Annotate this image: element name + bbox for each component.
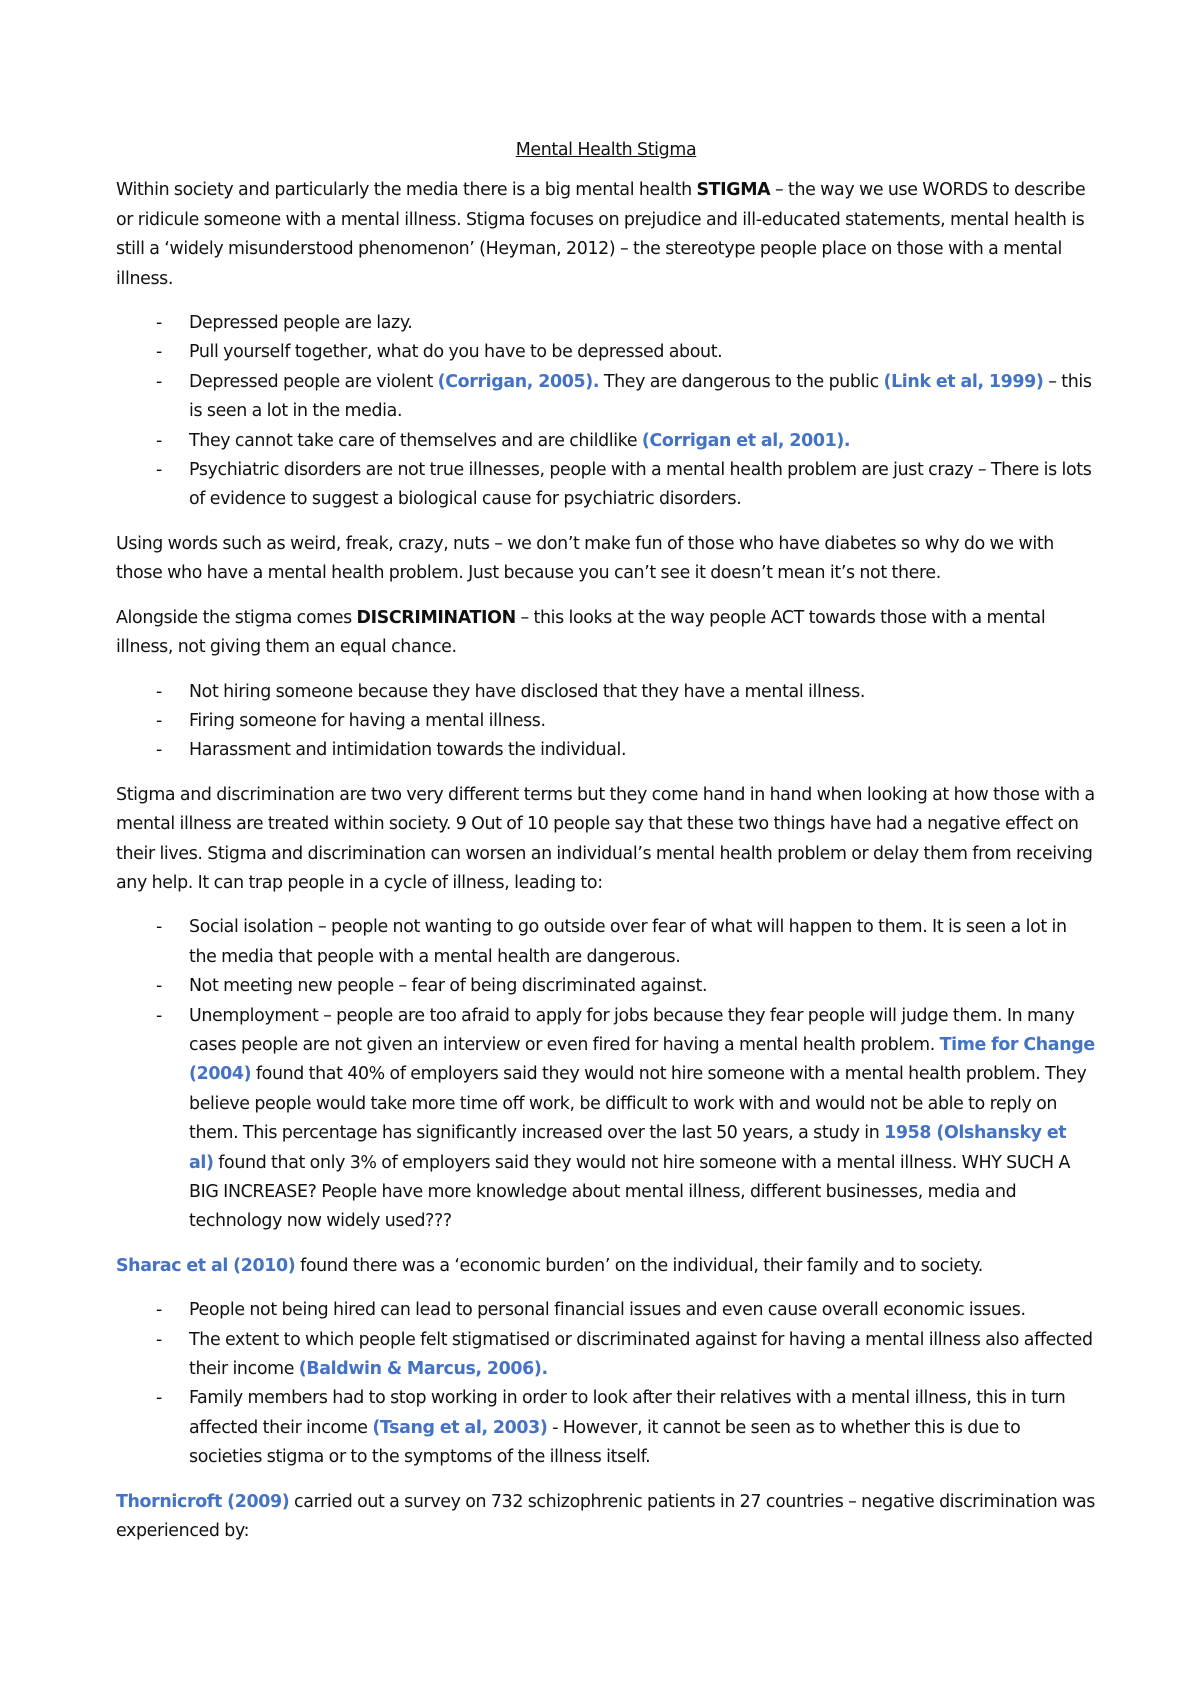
list-item: - Pull yourself together, what do you have to be depressed about. bbox=[116, 338, 1096, 367]
list-item: - Firing someone for having a mental illness. bbox=[116, 707, 1096, 736]
thornicroft-paragraph: Thornicroft (2009) carried out a survey on 732 schizophrenic patients in 27 countries – negative discrimination was experienced by: bbox=[116, 1491, 1095, 1542]
bullet-dash: - bbox=[156, 460, 162, 481]
document-page bbox=[116, 136, 1096, 1561]
bullet-dash: - bbox=[156, 710, 162, 731]
stigma-keyword: STIGMA bbox=[696, 180, 771, 201]
bullet-dash: - bbox=[156, 976, 162, 997]
list-item: - Social isolation – people not wanting to go outside over fear of what will happen to them. It is seen a lot in the media that people with a mental health are dangerous. bbox=[116, 913, 1096, 972]
citation: (Corrigan et al, 2001). bbox=[641, 430, 851, 451]
bullet-dash: - bbox=[156, 1300, 162, 1321]
bullet-dash: - bbox=[156, 740, 162, 761]
bullet-dash: - bbox=[156, 1005, 162, 1026]
words-paragraph: Using words such as weird, freak, crazy, nuts – we don’t make fun of those who have diabetes so why do we with those who have a mental health problem. Just because you can’t see it doesn’t mean it’s not there. bbox=[116, 533, 1054, 584]
citation: (Tsang et al, 2003) bbox=[372, 1417, 548, 1438]
bullet-dash: - bbox=[156, 1329, 162, 1350]
citation: Sharac et al (2010) bbox=[116, 1255, 296, 1276]
citation: (Corrigan, 2005). bbox=[437, 371, 600, 392]
list-item: - Family members had to stop working in order to look after their relatives with a mental illness, this in turn affected their income (Tsang et al, 2003) - However, it cannot be seen as to whether this is due to societies stigma or to the symptoms of the illness itself. bbox=[116, 1384, 1096, 1472]
sharac-paragraph: Sharac et al (2010) found there was a ‘economic burden’ on the individual, their family and to society. bbox=[116, 1255, 983, 1276]
list-item: - People not being hired can lead to personal financial issues and even cause overall economic issues. bbox=[116, 1296, 1096, 1325]
bullet-dash: - bbox=[156, 681, 162, 702]
stereotype-list bbox=[116, 309, 1096, 515]
citation: (Link et al, 1999) bbox=[883, 371, 1044, 392]
bullet-dash: - bbox=[156, 917, 162, 938]
discrimination-paragraph: Alongside the stigma comes DISCRIMINATION – this looks at the way people ACT towards those with a mental illness, not giving them an equal chance. bbox=[116, 607, 1046, 658]
page-title: Mental Health Stigma bbox=[515, 140, 697, 160]
citation: 1958 (Olshansky et al) bbox=[189, 1123, 1067, 1173]
citation: (Baldwin & Marcus, 2006). bbox=[298, 1359, 548, 1380]
list-item: - They cannot take care of themselves and are childlike (Corrigan et al, 2001). bbox=[116, 427, 1096, 456]
list-item: - Not meeting new people – fear of being discriminated against. bbox=[116, 972, 1096, 1001]
list-item: - Unemployment – people are too afraid to apply for jobs because they fear people will judge them. In many cases people are not given an interview or even fired for having a mental health problem. Time for Change (2004) found that 40% of employers said they would not hire someone with a mental health problem. They believe people would take more time off work, be difficult to work with and would not be able to reply on them. This percentage has significantly increased over the last 50 years, a study in 1958 (Olshansky et al) found that only 3% of employers said they would not hire someone with a mental illness. WHY SUCH A BIG INCREASE? People have more knowledge about mental illness, different businesses, media and technology now widely used??? bbox=[116, 1002, 1096, 1237]
citation: Thornicroft (2009) bbox=[116, 1491, 290, 1512]
bullet-dash: - bbox=[156, 1388, 162, 1409]
discrimination-keyword: DISCRIMINATION bbox=[356, 607, 516, 628]
list-item: - Depressed people are lazy. bbox=[116, 309, 1096, 338]
discrimination-list bbox=[116, 678, 1096, 766]
effects-list bbox=[116, 913, 1096, 1236]
economic-list bbox=[116, 1296, 1096, 1472]
citation: Time for Change (2004) bbox=[189, 1034, 1095, 1085]
stigma-effects-paragraph: Stigma and discrimination are two very different terms but they come hand in hand when looking at how those with a mental illness are treated within society. 9 Out of 10 people say that these two things have had a negative effect on their lives. Stigma and discrimination can worsen an individual’s mental health problem or delay them from receiving any help. It can trap people in a cycle of illness, leading to: bbox=[116, 784, 1095, 893]
list-item: - Psychiatric disorders are not true illnesses, people with a mental health problem are just crazy – There is lots of evidence to suggest a biological cause for psychiatric disorders. bbox=[116, 456, 1096, 515]
bullet-dash: - bbox=[156, 342, 162, 363]
intro-paragraph: Within society and particularly the media there is a big mental health STIGMA – the way we use WORDS to describe or ridicule someone with a mental illness. Stigma focuses on prejudice and ill-educated statements, mental health is still a ‘widely misunderstood phenomenon’ (Heyman, 2012) – the stereotype people place on those with a mental illness. bbox=[116, 180, 1086, 289]
bullet-dash: - bbox=[156, 313, 162, 334]
list-item: - Depressed people are violent (Corrigan, 2005). They are dangerous to the public (Link et al, 1999) – this is seen a lot in the media. bbox=[116, 368, 1096, 427]
list-item: - The extent to which people felt stigmatised or discriminated against for having a mental illness also affected their income (Baldwin & Marcus, 2006). bbox=[116, 1326, 1096, 1385]
bullet-dash: - bbox=[156, 430, 162, 451]
list-item: - Not hiring someone because they have disclosed that they have a mental illness. bbox=[116, 678, 1096, 707]
list-item: - Harassment and intimidation towards the individual. bbox=[116, 736, 1096, 765]
bullet-dash: - bbox=[156, 371, 162, 392]
